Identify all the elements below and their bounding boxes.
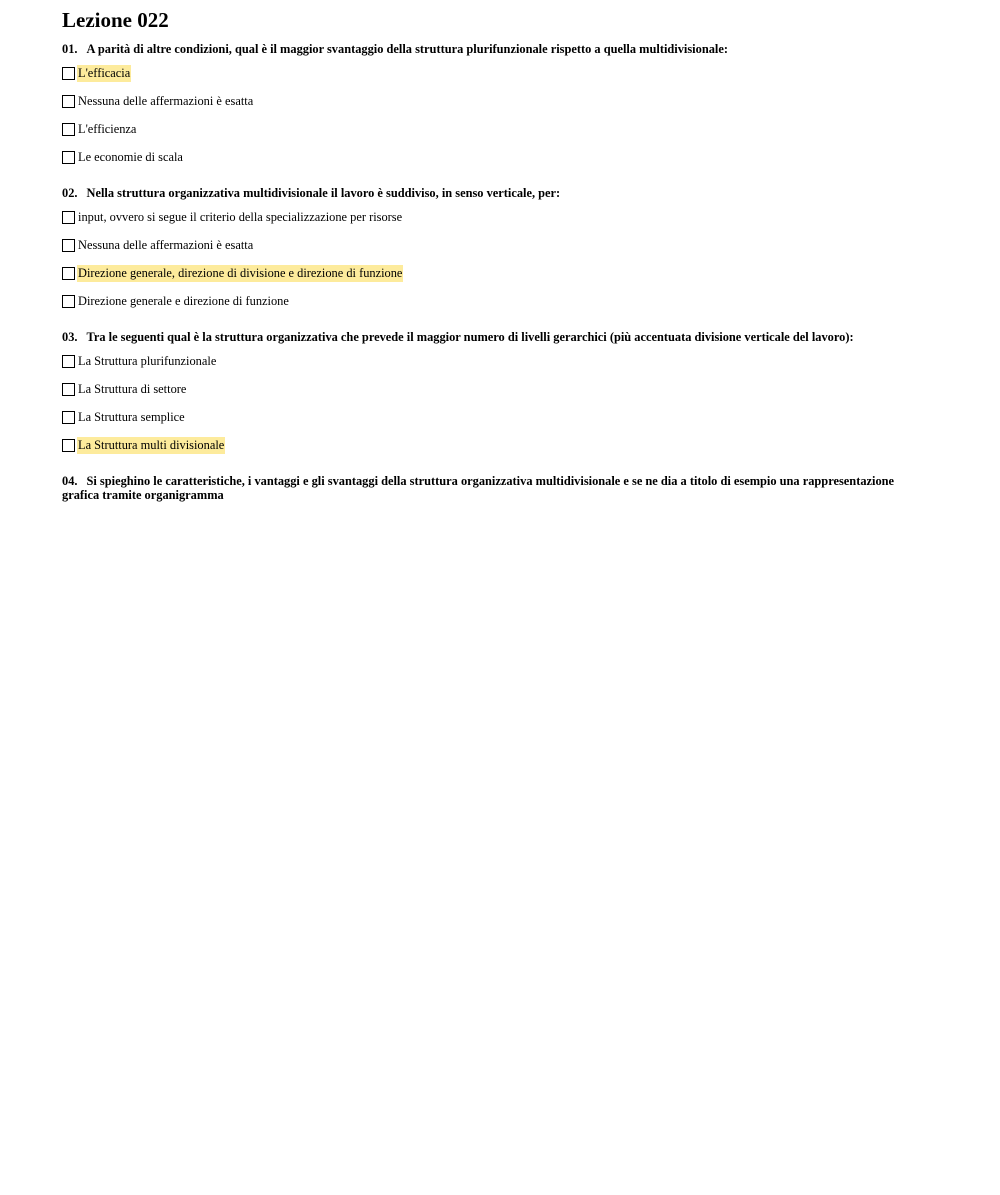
checkbox[interactable] xyxy=(62,439,75,452)
answer-option[interactable] xyxy=(62,65,932,82)
answer-option[interactable] xyxy=(62,93,932,110)
lesson-title: Lezione 022 xyxy=(62,8,169,32)
checkbox[interactable] xyxy=(62,95,75,108)
answer-option[interactable] xyxy=(62,409,932,426)
question-prompt: Nella struttura organizzativa multidivisionale il lavoro è suddiviso, in senso verticale, per: xyxy=(86,186,561,200)
checkbox[interactable] xyxy=(62,239,75,252)
answer-option[interactable] xyxy=(62,437,932,454)
checkbox[interactable] xyxy=(62,211,75,224)
option-label: La Struttura multi divisionale xyxy=(78,438,225,452)
question-02 xyxy=(62,186,932,310)
question-number: 04. xyxy=(62,474,78,488)
answer-option[interactable] xyxy=(62,353,932,370)
question-03 xyxy=(62,330,932,454)
question-text xyxy=(62,474,932,502)
question-prompt: A parità di altre condizioni, qual è il maggior svantaggio della struttura plurifunzionale rispetto a quella multidivisionale: xyxy=(86,42,728,56)
option-label: Nessuna delle affermazioni è esatta xyxy=(78,94,254,108)
question-prompt: Si spieghino le caratteristiche, i vantaggi e gli svantaggi della struttura organizzativa multidivisionale e se ne dia a titolo di esempio una rappresentazione grafica tramite organigramma xyxy=(62,474,895,502)
option-label: L'efficacia xyxy=(78,66,131,80)
question-text xyxy=(62,330,932,344)
answer-option[interactable] xyxy=(62,209,932,226)
question-number: 03. xyxy=(62,330,78,344)
question-prompt: Tra le seguenti qual è la struttura organizzativa che prevede il maggior numero di livelli gerarchici (più accentuata divisione verticale del lavoro): xyxy=(86,330,854,344)
option-label: La Struttura di settore xyxy=(78,382,187,396)
checkbox[interactable] xyxy=(62,267,75,280)
checkbox[interactable] xyxy=(62,383,75,396)
question-text xyxy=(62,186,932,200)
answer-option[interactable] xyxy=(62,149,932,166)
answer-option[interactable] xyxy=(62,381,932,398)
answer-option[interactable] xyxy=(62,265,932,282)
answer-option[interactable] xyxy=(62,293,932,310)
question-04 xyxy=(62,474,932,502)
checkbox[interactable] xyxy=(62,123,75,136)
question-01 xyxy=(62,42,932,166)
option-label: input, ovvero si segue il criterio della specializzazione per risorse xyxy=(78,210,403,224)
answer-option[interactable] xyxy=(62,237,932,254)
question-number: 01. xyxy=(62,42,78,56)
option-label: Le economie di scala xyxy=(78,150,183,164)
checkbox[interactable] xyxy=(62,355,75,368)
checkbox[interactable] xyxy=(62,151,75,164)
checkbox[interactable] xyxy=(62,295,75,308)
checkbox[interactable] xyxy=(62,67,75,80)
answer-option[interactable] xyxy=(62,121,932,138)
option-label: Direzione generale, direzione di divisione e direzione di funzione xyxy=(78,266,403,280)
option-label: Direzione generale e direzione di funzione xyxy=(78,294,289,308)
option-label: Nessuna delle affermazioni è esatta xyxy=(78,238,254,252)
question-text xyxy=(62,42,932,56)
option-label: L'efficienza xyxy=(78,122,137,136)
checkbox[interactable] xyxy=(62,411,75,424)
question-number: 02. xyxy=(62,186,78,200)
option-label: La Struttura plurifunzionale xyxy=(78,354,217,368)
option-label: La Struttura semplice xyxy=(78,410,185,424)
quiz-page xyxy=(62,8,932,502)
